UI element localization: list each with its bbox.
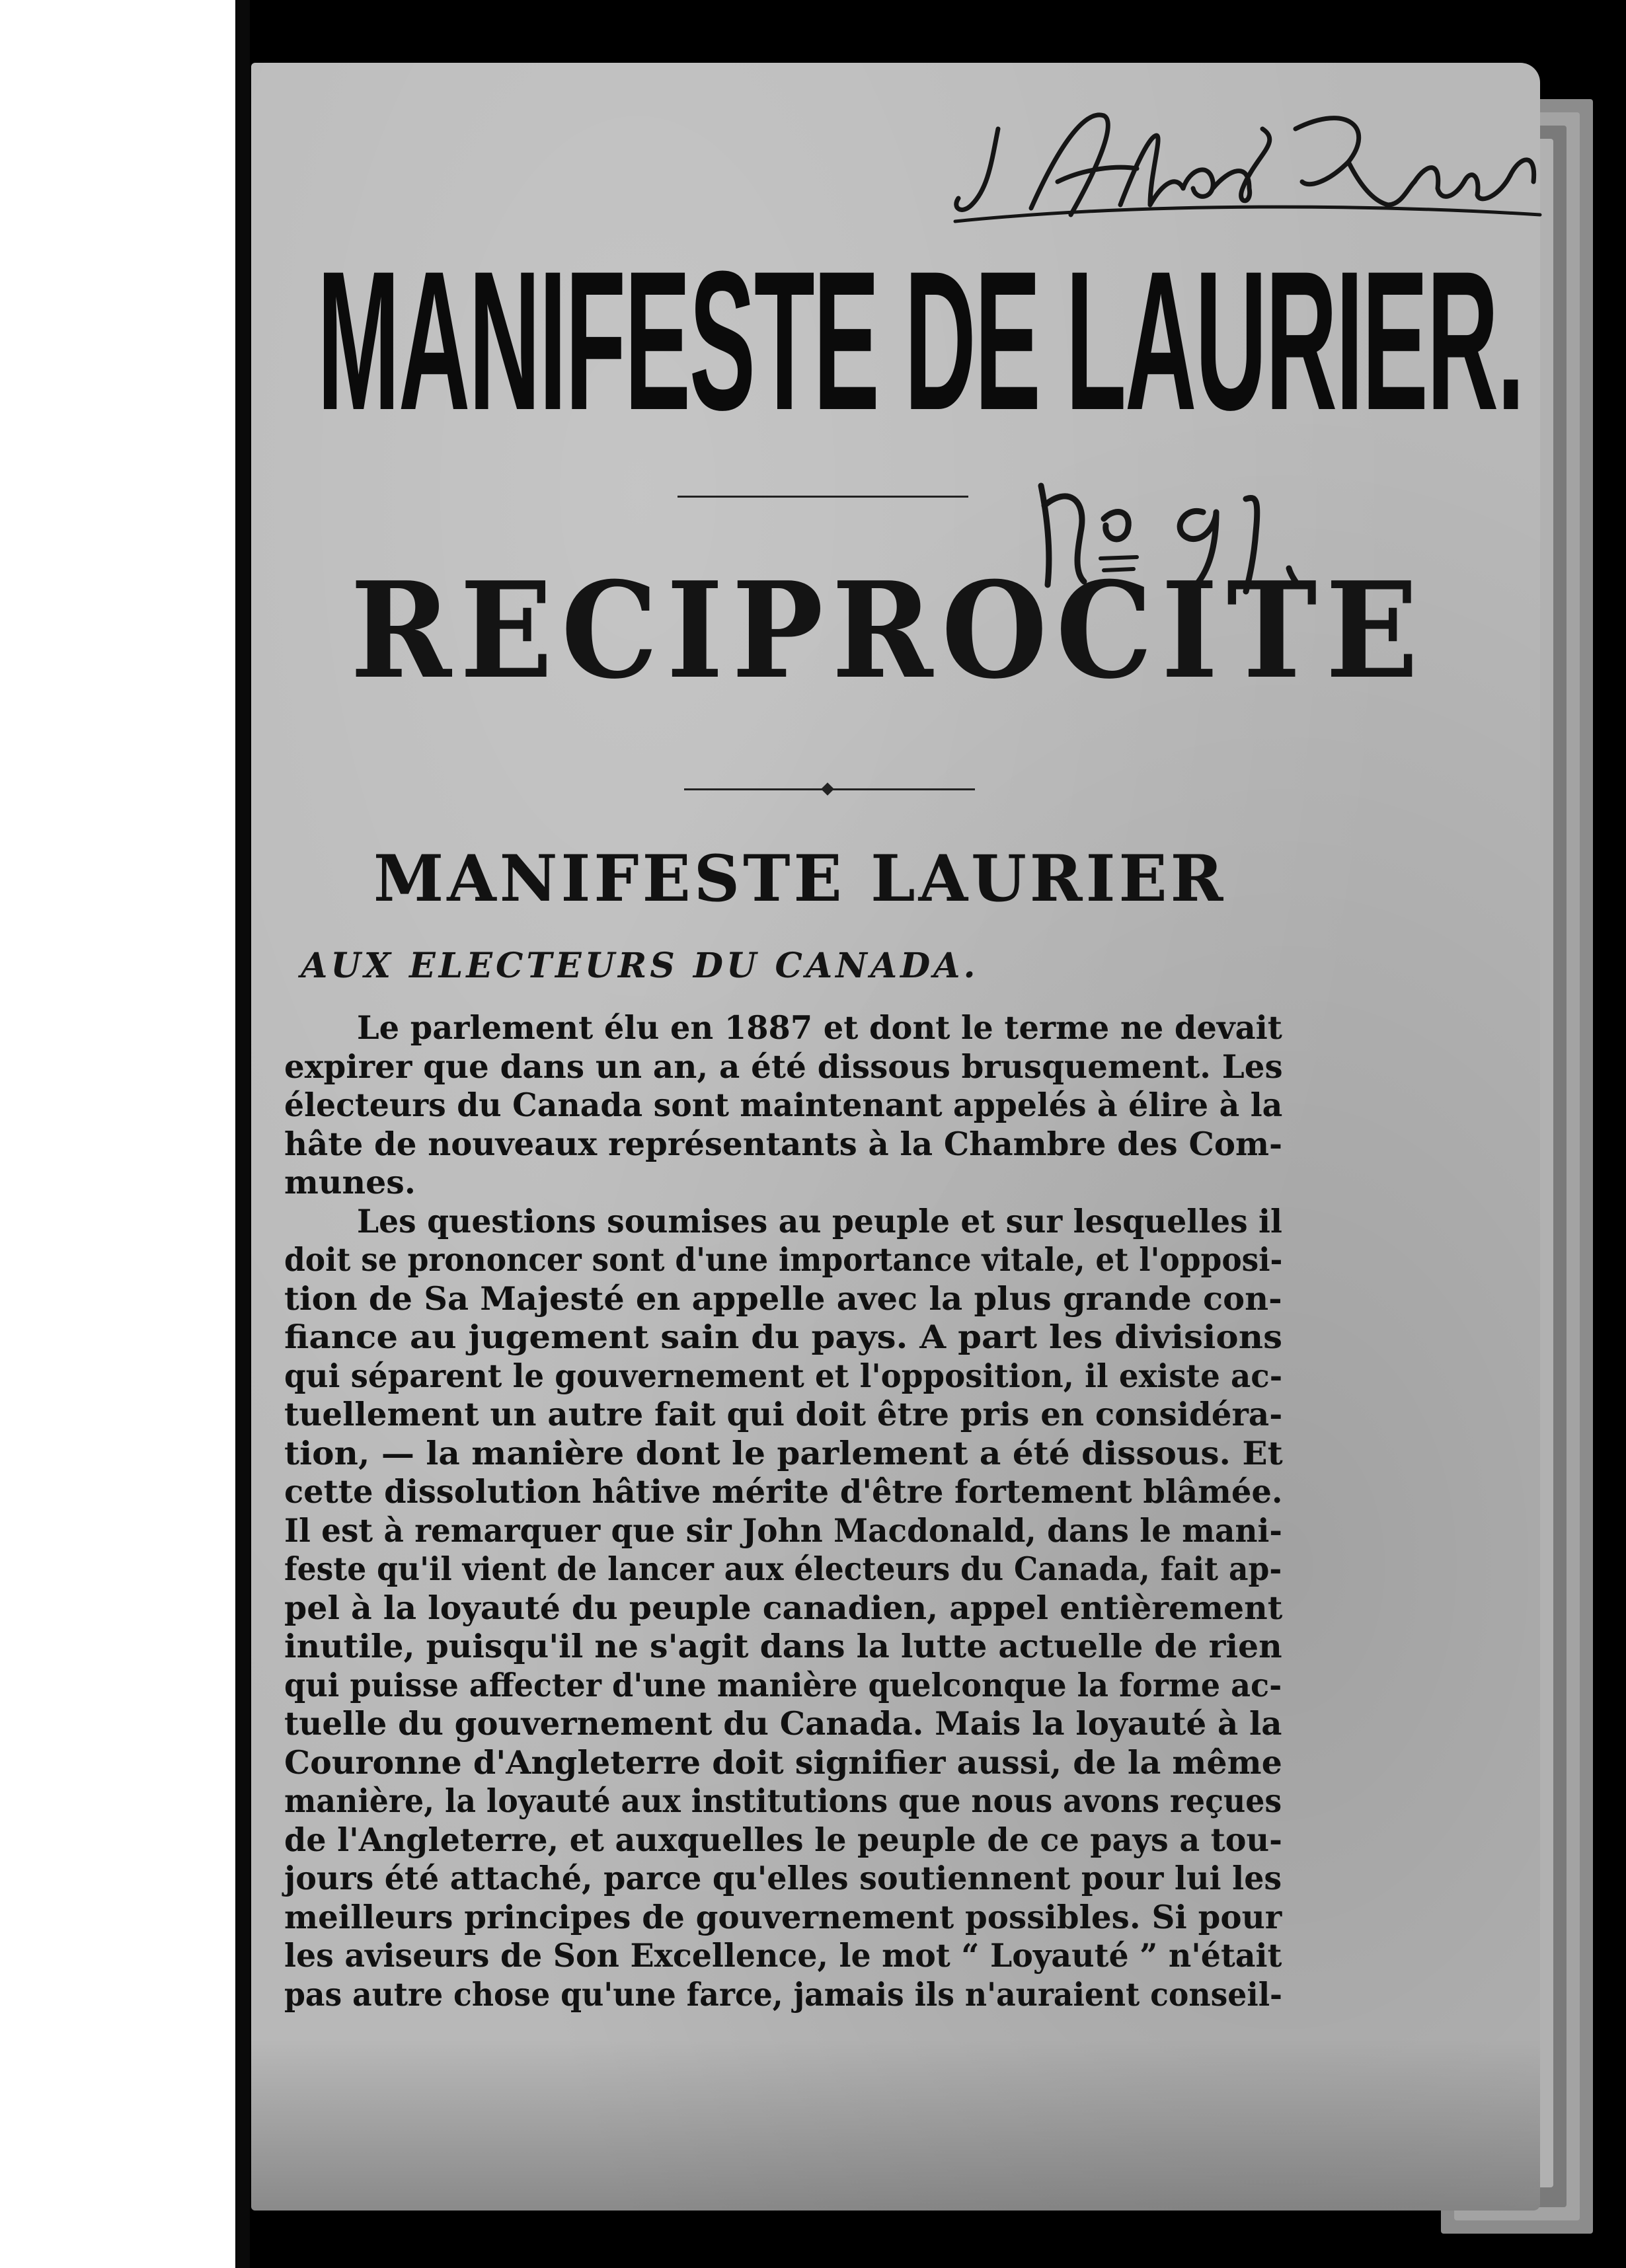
body-line: jours été attaché, parce qu'elles soutiennent pour lui les: [284, 1859, 1282, 1897]
body-line: feste qu'il vient de lancer aux électeurs du Canada, fait ap-: [284, 1550, 1282, 1588]
body-line: électeurs du Canada sont maintenant appelés à élire à la: [284, 1086, 1283, 1124]
body-line: tuelle du gouvernement du Canada. Mais la loyauté à la: [284, 1704, 1282, 1743]
body-line: meilleurs principes de gouvernement possibles. Si pour: [284, 1897, 1282, 1936]
body-line: Couronne d'Angleterre doit signifier aussi, de la même: [284, 1743, 1282, 1782]
body-line: munes.: [284, 1163, 416, 1201]
body-line: manière, la loyauté aux institutions que nous avons reçues: [284, 1782, 1282, 1820]
body-line: tuellement un autre fait qui doit être pris en considéra-: [284, 1395, 1283, 1433]
body-line: tion, — la manière dont le parlement a été dissous. Et: [284, 1433, 1283, 1472]
body-line: de l'Angleterre, et auxquelles le peuple de ce pays a tou-: [284, 1820, 1282, 1859]
body-line: Le parlement élu en 1887 et dont le terme ne devait: [357, 1008, 1282, 1047]
body-line: inutile, puisqu'il ne s'agit dans la lutte actuelle de rien: [284, 1627, 1282, 1665]
body-line: Il est à remarquer que sir John Macdonald, dans le mani-: [284, 1511, 1282, 1550]
scan-margin: [0, 0, 235, 2268]
body-line: pel à la loyauté du peuple canadien, appel entièrement: [284, 1588, 1283, 1627]
body-line: cette dissolution hâtive mérite d'être fortement blâmée.: [284, 1472, 1283, 1511]
body-line: qui puisse affecter d'une manière quelconque la forme ac-: [284, 1665, 1282, 1704]
scan-margin-edge: [235, 0, 250, 2268]
document-title: MANIFESTE DE LAURIER.: [317, 229, 1524, 451]
body-line: qui séparent le gouvernement et l'opposition, il existe ac-: [284, 1356, 1283, 1395]
body-line: les aviseurs de Son Excellence, le mot “ Loyauté ” n'était: [284, 1936, 1282, 1975]
body-line: fiance au jugement sain du pays. A part les divisions: [284, 1318, 1283, 1356]
body-text: [251, 63, 1540, 2211]
body-line: expirer que dans un an, a été dissous brusquement. Les: [284, 1047, 1283, 1086]
salutation: AUX ELECTEURS DU CANADA.: [301, 946, 979, 986]
section-title: MANIFESTE LAURIER: [373, 841, 1227, 916]
document-subtitle: RECIPROCITE: [350, 553, 1427, 708]
document-page: [251, 63, 1540, 2211]
body-line: doit se prononcer sont d'une importance vitale, et l'opposi-: [284, 1240, 1283, 1279]
body-line: hâte de nouveaux représentants à la Chambre des Com-: [284, 1124, 1283, 1163]
body-line: tion de Sa Majesté en appelle avec la plus grande con-: [284, 1279, 1282, 1318]
body-line: pas autre chose qu'une farce, jamais ils n'auraient conseil-: [284, 1975, 1283, 2014]
body-line: Les questions soumises au peuple et sur lesquelles il: [357, 1201, 1282, 1240]
